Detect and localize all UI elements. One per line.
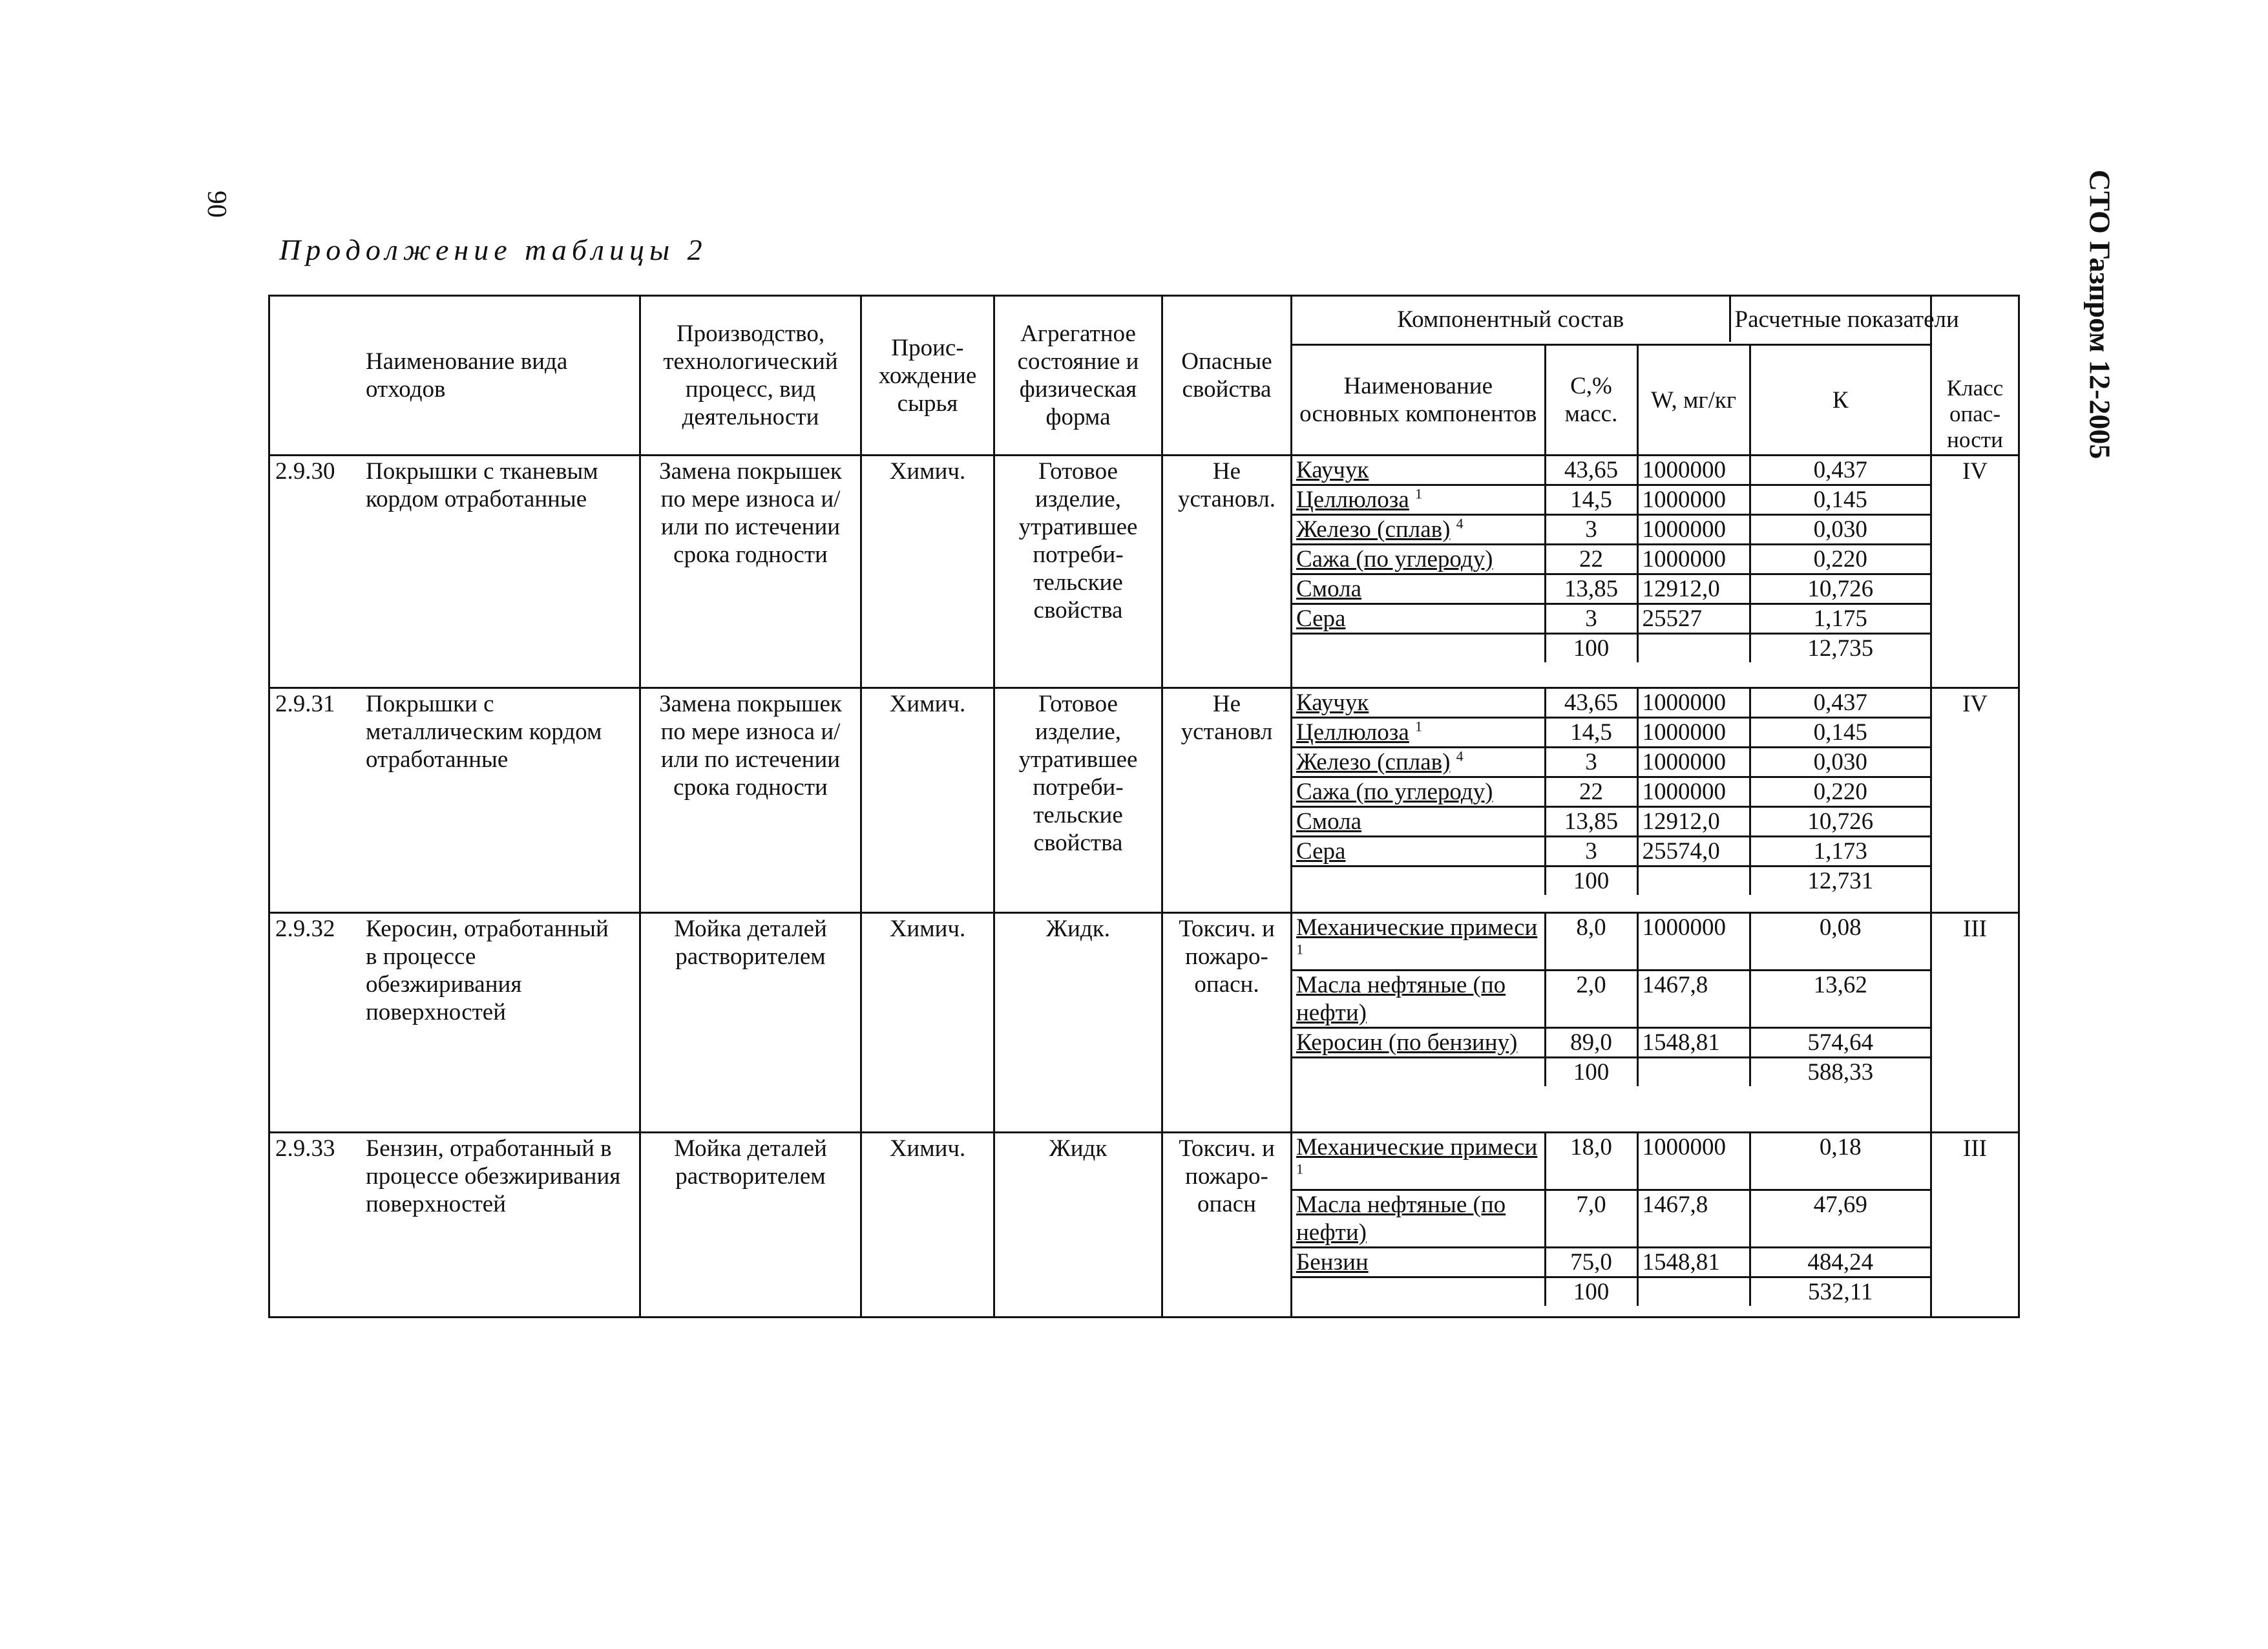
component-name: Механические примеси $^1$ bbox=[1292, 1133, 1545, 1190]
component-row bbox=[1292, 689, 1930, 718]
component-row bbox=[1292, 718, 1930, 748]
component-w: 1000000 bbox=[1637, 689, 1750, 718]
component-w: 1000000 bbox=[1637, 777, 1750, 807]
header-composition: Компонентный состав bbox=[1292, 297, 1730, 342]
component-c: 14,5 bbox=[1545, 718, 1637, 748]
component-name: Бензин bbox=[1292, 1248, 1545, 1277]
component-c: 2,0 bbox=[1545, 971, 1637, 1028]
component-k: 0,220 bbox=[1750, 777, 1930, 807]
total-label bbox=[1292, 867, 1545, 896]
component-name: Механические примеси $^1$ bbox=[1292, 914, 1545, 971]
footnote-mark: 1 bbox=[1296, 941, 1303, 958]
header-class: Класс опас-ности bbox=[1931, 296, 2019, 456]
footnote-mark: 4 bbox=[1456, 515, 1464, 532]
component-k: 484,24 bbox=[1750, 1248, 1930, 1277]
component-w: 1000000 bbox=[1637, 748, 1750, 777]
component-c: 3 bbox=[1545, 515, 1637, 545]
component-k: 0,08 bbox=[1750, 914, 1930, 971]
class-cell: IV bbox=[1931, 456, 2019, 688]
header-calc: Расчетные показатели bbox=[1730, 297, 1930, 342]
composition-cell bbox=[1292, 456, 1931, 688]
component-k: 1,173 bbox=[1750, 837, 1930, 867]
component-row bbox=[1292, 545, 1930, 574]
component-c: 18,0 bbox=[1545, 1133, 1637, 1190]
header-production: Производство, технологический процесс, вид деятельности bbox=[640, 296, 861, 456]
component-c: 7,0 bbox=[1545, 1190, 1637, 1248]
component-k: 0,145 bbox=[1750, 485, 1930, 515]
total-k: 12,731 bbox=[1750, 867, 1930, 896]
component-w: 1000000 bbox=[1637, 515, 1750, 545]
header-hazard: Опасные свойства bbox=[1162, 296, 1292, 456]
total-k: 588,33 bbox=[1750, 1058, 1930, 1087]
component-c: 22 bbox=[1545, 545, 1637, 574]
total-k: 12,735 bbox=[1750, 634, 1930, 663]
component-k: 0,145 bbox=[1750, 718, 1930, 748]
component-w: 1000000 bbox=[1637, 914, 1750, 971]
component-name: Сажа (по углероду) bbox=[1292, 777, 1545, 807]
waste-name: Керосин, отработанный в процессе обезжиривания поверхностей bbox=[366, 916, 609, 1025]
component-row bbox=[1292, 1248, 1930, 1277]
component-row bbox=[1292, 604, 1930, 634]
origin-cell: Химич. bbox=[861, 688, 994, 913]
origin-cell: Химич. bbox=[861, 1133, 994, 1318]
component-row bbox=[1292, 971, 1930, 1028]
component-name: Сажа (по углероду) bbox=[1292, 545, 1545, 574]
waste-cell bbox=[269, 1133, 640, 1318]
component-k: 0,220 bbox=[1750, 545, 1930, 574]
waste-code: 2.9.32 bbox=[275, 916, 335, 942]
footnote-mark: 1 bbox=[1296, 1161, 1303, 1177]
table-row bbox=[269, 913, 2019, 1133]
header-k: К bbox=[1750, 346, 1930, 454]
waste-cell bbox=[269, 913, 640, 1133]
waste-table bbox=[268, 295, 2020, 1318]
header-waste-name: Наименование вида отходов bbox=[269, 296, 640, 456]
class-cell: III bbox=[1931, 913, 2019, 1133]
component-row bbox=[1292, 456, 1930, 485]
component-row bbox=[1292, 574, 1930, 604]
component-row bbox=[1292, 807, 1930, 837]
hazard-cell: Токсич. и пожаро-опасн bbox=[1162, 1133, 1292, 1318]
component-name: Смола bbox=[1292, 807, 1545, 837]
total-label bbox=[1292, 1058, 1545, 1087]
total-c: 100 bbox=[1545, 867, 1637, 896]
component-name: Сера bbox=[1292, 837, 1545, 867]
component-row bbox=[1292, 1190, 1930, 1248]
origin-cell: Химич. bbox=[861, 456, 994, 688]
header-origin: Проис-хождение сырья bbox=[861, 296, 994, 456]
hazard-cell: Не установл. bbox=[1162, 456, 1292, 688]
component-k: 1,175 bbox=[1750, 604, 1930, 634]
header-components: Наименование основных компонентов bbox=[1292, 346, 1545, 454]
document-code: СТО Газпром 12-2005 bbox=[2083, 169, 2117, 459]
total-label bbox=[1292, 634, 1545, 663]
component-c: 14,5 bbox=[1545, 485, 1637, 515]
state-cell: Готовое изделие, утратившее потреби-тельские свойства bbox=[994, 456, 1162, 688]
total-c: 100 bbox=[1545, 1058, 1637, 1087]
waste-code: 2.9.33 bbox=[275, 1135, 335, 1162]
component-w: 1548,81 bbox=[1637, 1028, 1750, 1058]
component-w: 1000000 bbox=[1637, 456, 1750, 485]
component-c: 3 bbox=[1545, 604, 1637, 634]
component-row bbox=[1292, 1028, 1930, 1058]
component-name: Сера bbox=[1292, 604, 1545, 634]
component-c: 43,65 bbox=[1545, 689, 1637, 718]
header-state: Агрегатное состояние и физическая форма bbox=[994, 296, 1162, 456]
component-c: 13,85 bbox=[1545, 574, 1637, 604]
component-w: 1467,8 bbox=[1637, 971, 1750, 1028]
component-c: 22 bbox=[1545, 777, 1637, 807]
table-row bbox=[269, 456, 2019, 688]
component-k: 574,64 bbox=[1750, 1028, 1930, 1058]
component-k: 0,030 bbox=[1750, 748, 1930, 777]
component-w: 25574,0 bbox=[1637, 837, 1750, 867]
table-row bbox=[269, 688, 2019, 913]
hazard-cell: Токсич. и пожаро-опасн. bbox=[1162, 913, 1292, 1133]
component-row bbox=[1292, 748, 1930, 777]
total-row bbox=[1292, 1058, 1930, 1087]
waste-name: Покрышки с металлическим кордом отработанные bbox=[366, 691, 602, 773]
component-k: 47,69 bbox=[1750, 1190, 1930, 1248]
production-cell: Мойка деталей растворителем bbox=[640, 1133, 861, 1318]
class-cell: III bbox=[1931, 1133, 2019, 1318]
component-k: 0,18 bbox=[1750, 1133, 1930, 1190]
footnote-mark: 1 bbox=[1415, 485, 1423, 502]
component-name: Каучук bbox=[1292, 689, 1545, 718]
component-k: 0,437 bbox=[1750, 456, 1930, 485]
component-name: Железо (сплав) $^4$ bbox=[1292, 748, 1545, 777]
component-w: 1548,81 bbox=[1637, 1248, 1750, 1277]
waste-cell bbox=[269, 456, 640, 688]
component-name: Керосин (по бензину) bbox=[1292, 1028, 1545, 1058]
total-c: 100 bbox=[1545, 634, 1637, 663]
component-row bbox=[1292, 837, 1930, 867]
waste-cell bbox=[269, 688, 640, 913]
state-cell: Готовое изделие, утратившее потреби-тельские свойства bbox=[994, 688, 1162, 913]
component-k: 0,437 bbox=[1750, 689, 1930, 718]
table-row bbox=[269, 1133, 2019, 1318]
state-cell: Жидк. bbox=[994, 913, 1162, 1133]
component-name: Масла нефтяные (по нефти) bbox=[1292, 971, 1545, 1028]
component-c: 13,85 bbox=[1545, 807, 1637, 837]
production-cell: Замена покрышек по мере износа и/или по истечении срока годности bbox=[640, 456, 861, 688]
component-w: 12912,0 bbox=[1637, 574, 1750, 604]
total-row bbox=[1292, 867, 1930, 896]
component-row bbox=[1292, 485, 1930, 515]
component-c: 75,0 bbox=[1545, 1248, 1637, 1277]
total-w bbox=[1637, 1058, 1750, 1087]
total-w bbox=[1637, 867, 1750, 896]
component-k: 10,726 bbox=[1750, 807, 1930, 837]
component-name: Смола bbox=[1292, 574, 1545, 604]
waste-code: 2.9.31 bbox=[275, 691, 335, 717]
table-body bbox=[269, 456, 2019, 1318]
total-k: 532,11 bbox=[1750, 1277, 1930, 1307]
component-name: Целлюлоза $^1$ bbox=[1292, 718, 1545, 748]
component-w: 1000000 bbox=[1637, 718, 1750, 748]
component-k: 0,030 bbox=[1750, 515, 1930, 545]
component-row bbox=[1292, 914, 1930, 971]
component-c: 89,0 bbox=[1545, 1028, 1637, 1058]
state-cell: Жидк bbox=[994, 1133, 1162, 1318]
total-w bbox=[1637, 1277, 1750, 1307]
total-row bbox=[1292, 1277, 1930, 1307]
component-w: 1000000 bbox=[1637, 485, 1750, 515]
component-c: 3 bbox=[1545, 837, 1637, 867]
component-name: Целлюлоза $^1$ bbox=[1292, 485, 1545, 515]
composition-cell bbox=[1292, 688, 1931, 913]
header-subcolumns bbox=[1292, 345, 1931, 456]
component-name: Каучук bbox=[1292, 456, 1545, 485]
total-w bbox=[1637, 634, 1750, 663]
composition-cell bbox=[1292, 913, 1931, 1133]
component-name: Масла нефтяные (по нефти) bbox=[1292, 1190, 1545, 1248]
footnote-mark: 4 bbox=[1456, 748, 1464, 764]
total-label bbox=[1292, 1277, 1545, 1307]
waste-name: Покрышки с тканевым кордом отработанные bbox=[366, 458, 598, 512]
component-w: 1467,8 bbox=[1637, 1190, 1750, 1248]
production-cell: Замена покрышек по мере износа и/или по истечении срока годности bbox=[640, 688, 861, 913]
total-row bbox=[1292, 634, 1930, 663]
waste-code: 2.9.30 bbox=[275, 458, 335, 485]
component-row bbox=[1292, 777, 1930, 807]
class-cell: IV bbox=[1931, 688, 2019, 913]
component-w: 25527 bbox=[1637, 604, 1750, 634]
component-c: 43,65 bbox=[1545, 456, 1637, 485]
component-w: 1000000 bbox=[1637, 1133, 1750, 1190]
composition-cell bbox=[1292, 1133, 1931, 1318]
component-row bbox=[1292, 1133, 1930, 1190]
production-cell: Мойка деталей растворителем bbox=[640, 913, 861, 1133]
component-k: 10,726 bbox=[1750, 574, 1930, 604]
waste-name: Бензин, отработанный в процессе обезжиривания поверхностей bbox=[366, 1135, 621, 1217]
hazard-cell: Не установл bbox=[1162, 688, 1292, 913]
origin-cell: Химич. bbox=[861, 913, 994, 1133]
component-row bbox=[1292, 515, 1930, 545]
total-c: 100 bbox=[1545, 1277, 1637, 1307]
header-c: С,% масс. bbox=[1545, 346, 1637, 454]
component-name: Железо (сплав) $^4$ bbox=[1292, 515, 1545, 545]
footnote-mark: 1 bbox=[1415, 718, 1423, 735]
page-number: 90 bbox=[202, 191, 231, 218]
component-w: 1000000 bbox=[1637, 545, 1750, 574]
table-caption: Продолжение таблицы 2 bbox=[279, 233, 708, 266]
component-c: 8,0 bbox=[1545, 914, 1637, 971]
header-composition-group bbox=[1292, 296, 1959, 345]
component-c: 3 bbox=[1545, 748, 1637, 777]
component-w: 12912,0 bbox=[1637, 807, 1750, 837]
header-w: W, мг/кг bbox=[1637, 346, 1750, 454]
component-k: 13,62 bbox=[1750, 971, 1930, 1028]
